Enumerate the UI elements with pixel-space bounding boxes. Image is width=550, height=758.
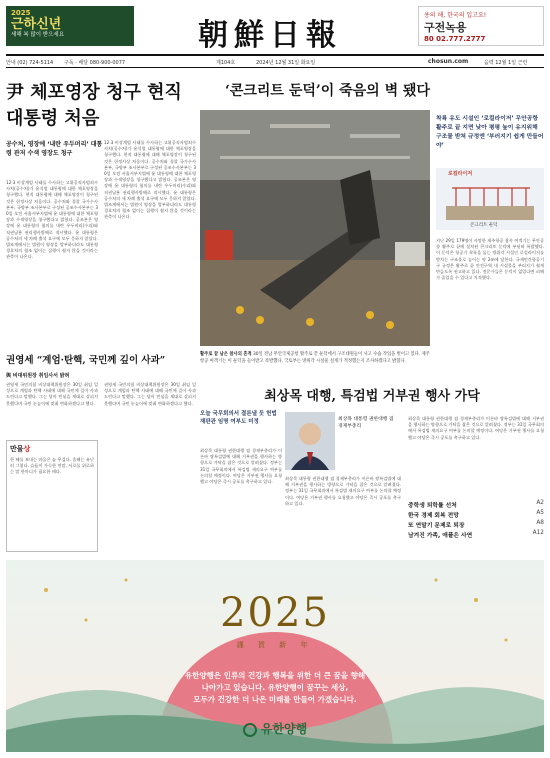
- inside-index: [408, 500, 544, 540]
- third-body-col3: 최상목 대통령 권한대행 겸 경제부총리가 이른바 쌍특검법에 대해 거부권을 행사하는 방향으로 가닥을 잡은 것으로 알려졌다. 정부는 31일 국무회의에서 특검법 재의요구 여부를 논의할 예정이다. 여당은 거부권 행사를 요청했고 야당은 즉시 공포를 촉구하고 있다.: [408, 416, 544, 440]
- photo-headline[interactable]: ‘콘크리트 둔덕’이 죽음의 벽 됐다: [224, 83, 431, 99]
- index-item[interactable]: 한국 경제 회복 전망 A5: [408, 510, 544, 519]
- ad-brand-name: 유한양행: [260, 722, 308, 736]
- column-logo: [10, 444, 94, 454]
- ad-big-year: 2025: [220, 590, 330, 636]
- side-headline[interactable]: 착륙 유도 시설인 ‘로컬라이저’ 무안공항 활주로 끝 지면 낮아 평평 높이 유지위해 구조물 받쳐 규정엔 ‘부러지기 쉽게 만들어야’: [436, 116, 544, 149]
- third-body-col2: 최상목 대통령 권한대행 겸 경제부총리가 이른바 쌍특검법에 대해 거부권을 행사하는 방향으로 가닥을 잡은 것으로 알려졌다. 정부는 31일 국무회의에서 특검법 재의요구 여부를 논의할 예정이다. 여당은 거부권 행사를 요청했고 야당은 즉시 공포를 촉구하고 있다.: [285, 476, 401, 506]
- diagram-note: 콘크리트 둔덕: [470, 223, 498, 228]
- ad-tagline: 용의 해, 한국의 입고요!: [424, 12, 487, 19]
- ad-headline: 근하신년: [11, 17, 62, 32]
- info-lunar: 음력 12월 1일 근린: [484, 60, 528, 66]
- lead-headline[interactable]: 尹 체포영장 청구 현직 대통령 처음: [6, 82, 182, 129]
- diagram-label: 로컬라이저: [448, 171, 473, 177]
- ad-copy-line: 모두가 건강한 더 나은 미래를 만들어 가겠습니다.: [193, 695, 357, 704]
- portrait-illustration: [285, 412, 335, 470]
- ad-greeting: 謹 賀 新 年: [236, 641, 314, 649]
- info-address: 안내 (02) 724-5114: [6, 60, 54, 66]
- ad-line: 새해 복 많이 받으세요: [11, 32, 65, 38]
- newspaper-masthead[interactable]: 朝鮮日報: [198, 18, 342, 53]
- info-contact: 구독 · 배달 080-900-0077: [64, 60, 126, 66]
- column-logo-main: 만물: [10, 445, 24, 453]
- info-site[interactable]: chosun.com: [428, 58, 469, 65]
- photo-caption-title: 활주로 끝 남은 참사의 흔적: [200, 352, 252, 357]
- new-year-ad-left[interactable]: [6, 6, 134, 46]
- third-headline[interactable]: 최상목 대행, 특검법 거부권 행사 가닥: [264, 389, 480, 404]
- official-portrait: [285, 412, 335, 470]
- second-body-col1: 권영세 국민의힘 비상대책위원장은 30일 취임 일성으로 계엄과 탄핵 사태에 대해 국민께 깊이 사과드린다고 말했다. 그는 당이 민심을 제대로 살피지 못했다며 국민 눈높이에 맞춰 변화하겠다고 했다.: [6, 382, 98, 406]
- issue-info-bar: [6, 54, 544, 68]
- ad-phone: 80 02.777.2777: [424, 35, 486, 43]
- ad-brand-logo[interactable]: [0, 720, 550, 737]
- crash-site-photo: [200, 110, 430, 346]
- second-body-col2: 권영세 국민의힘 비상대책위원장은 30일 취임 일성으로 계엄과 탄핵 사태에 대해 국민께 깊이 사과드린다고 말했다. 그는 당이 민심을 제대로 살피지 못했다며 국민 눈높이에 맞춰 변화하겠다고 했다.: [104, 382, 196, 406]
- third-subheadline: 오늘 국무회의서 결론낼 듯 헌법재판관 임명 여부도 미정: [200, 411, 277, 425]
- second-subheadline: 與 비대위원장 취임사서 밝혀: [6, 373, 70, 379]
- photo-caption-text: 30일 전남 무안국제공항 활주로 끝 둔덕에서 구조대원들이 사고 수습 작업을 벌이고 있다. 제주항공 여객기는 이 둔덕을 들이받고 폭발했다. 국토부는 방위각 시설물 설계가 적정했는지 조사하겠다고 밝혔다.: [200, 352, 430, 364]
- info-date: 2024년 12월 31일 화요일: [256, 60, 316, 66]
- photo-caption: [200, 352, 430, 365]
- crash-site-illustration: [200, 110, 430, 346]
- index-item[interactable]: 남겨진 가족, 애플은 사연 A12: [408, 530, 544, 539]
- info-issue: 제104호: [216, 60, 236, 66]
- lead-body-col2: 12·3 비상계엄 사태를 수사하는 고위공직자범죄수사처(공수처)가 윤석열 대통령에 대한 체포영장을 청구했다. 현직 대통령에 대해 체포영장이 청구된 것은 헌정사상 처음이다. 공수처와 경찰 국가수사본부, 국방부 조사본부로 구성된 공조수사본부는 30일 오전 서울서부지법에 윤 대통령에 대한 체포영장과 수색영장을 청구했다고 밝혔다. 공조본은 영장에 윤 대통령의 혐의를 내란 우두머리(수괴)와 직권남용 권리행사방해로 적시했다. 윤 대통령은 공수처의 세 차례 출석 요구에 모두 응하지 않았다. 법조계에서는 법원이 영장을 발부하더라도 대통령 경호처의 협조 없이는 집행이 쉽지 않을 것이라는 관측이 나온다.: [104, 140, 196, 220]
- portrait-caption: 최상목 대통령 권한대행 겸 경제부총리: [338, 417, 394, 429]
- index-item[interactable]: 중학생 퇴학률 선처 A2: [408, 500, 544, 509]
- lead-subheadline: 공수처, 영장에 ‘내란 우두머리’ 대통령 관저 수색 영장도 청구: [6, 141, 103, 157]
- column-box[interactable]: [6, 440, 98, 552]
- ad-copy: [80, 670, 470, 706]
- side-body: 지난 29일 179명이 사망한 제주항공 참사 여객기는 무안공항 활주로 끝에 설치된 콘크리트 둔덕에 부딪혀 폭발했다. 이 둔덕은 항공기 착륙을 돕는 방위각 시설인 로컬라이저를 받치는 구조물로 높이는 약 2m에 달한다. 국제민간항공기구 규정은 활주로 끝 안전구역 내 시설물을 부러지기 쉽게 만들도록 권고하고 있다. 전문가들은 둔덕이 없었다면 피해가 줄었을 수 있다고 지적했다.: [436, 238, 544, 281]
- ad-copy-line: 유한양행은 인류의 건강과 행복을 위한 더 큰 꿈을 향해: [184, 671, 366, 680]
- localizer-diagram: [436, 168, 544, 230]
- third-body-col1: 최상목 대통령 권한대행 겸 경제부총리가 이른바 쌍특검법에 대해 거부권을 행사하는 방향으로 가닥을 잡은 것으로 알려졌다. 정부는 31일 국무회의에서 특검법 재의요구 여부를 논의할 예정이다. 여당은 거부권 행사를 요청했고 야당은 즉시 공포를 촉구하고 있다.: [200, 448, 282, 485]
- ad-year: 2025: [11, 9, 31, 17]
- localizer-diagram-svg: [436, 168, 544, 230]
- ad-product-name: 구전녹용: [424, 21, 467, 34]
- second-headline[interactable]: 권영세 “계엄·탄핵, 국민께 깊이 사과”: [6, 355, 166, 366]
- lead-body-col1: 12·3 비상계엄 사태를 수사하는 고위공직자범죄수사처(공수처)가 윤석열 대통령에 대한 체포영장을 청구했다. 현직 대통령에 대해 체포영장이 청구된 것은 헌정사상 처음이다. 공수처와 경찰 국가수사본부, 국방부 조사본부로 구성된 공조수사본부는 30일 오전 서울서부지법에 윤 대통령에 대한 체포영장과 수색영장을 청구했다고 밝혔다. 공조본은 영장에 윤 대통령의 혐의를 내란 우두머리(수괴)와 직권남용 권리행사방해로 적시했다. 윤 대통령은 공수처의 세 차례 출석 요구에 모두 응하지 않았다. 법조계에서는 법원이 영장을 발부하더라도 대통령 경호처의 협조 없이는 집행이 쉽지 않을 것이라는 관측이 나온다.: [6, 180, 98, 260]
- product-ad-right[interactable]: [418, 6, 544, 46]
- ad-copy-line: 나아가고 있습니다. 유한양행이 꿈꾸는 세상,: [201, 683, 349, 692]
- column-logo-accent: 상: [23, 445, 31, 453]
- brand-circle-icon: [243, 723, 257, 737]
- index-item[interactable]: 또 연말기 문제로 퇴장 A8: [408, 520, 544, 529]
- column-body: 한 해를 보내는 마음은 늘 무겁다. 올해는 유난히 그렇다. 슬픔이 가득한 연말, 서로를 위로하는 말 한마디가 필요한 때다.: [10, 457, 94, 475]
